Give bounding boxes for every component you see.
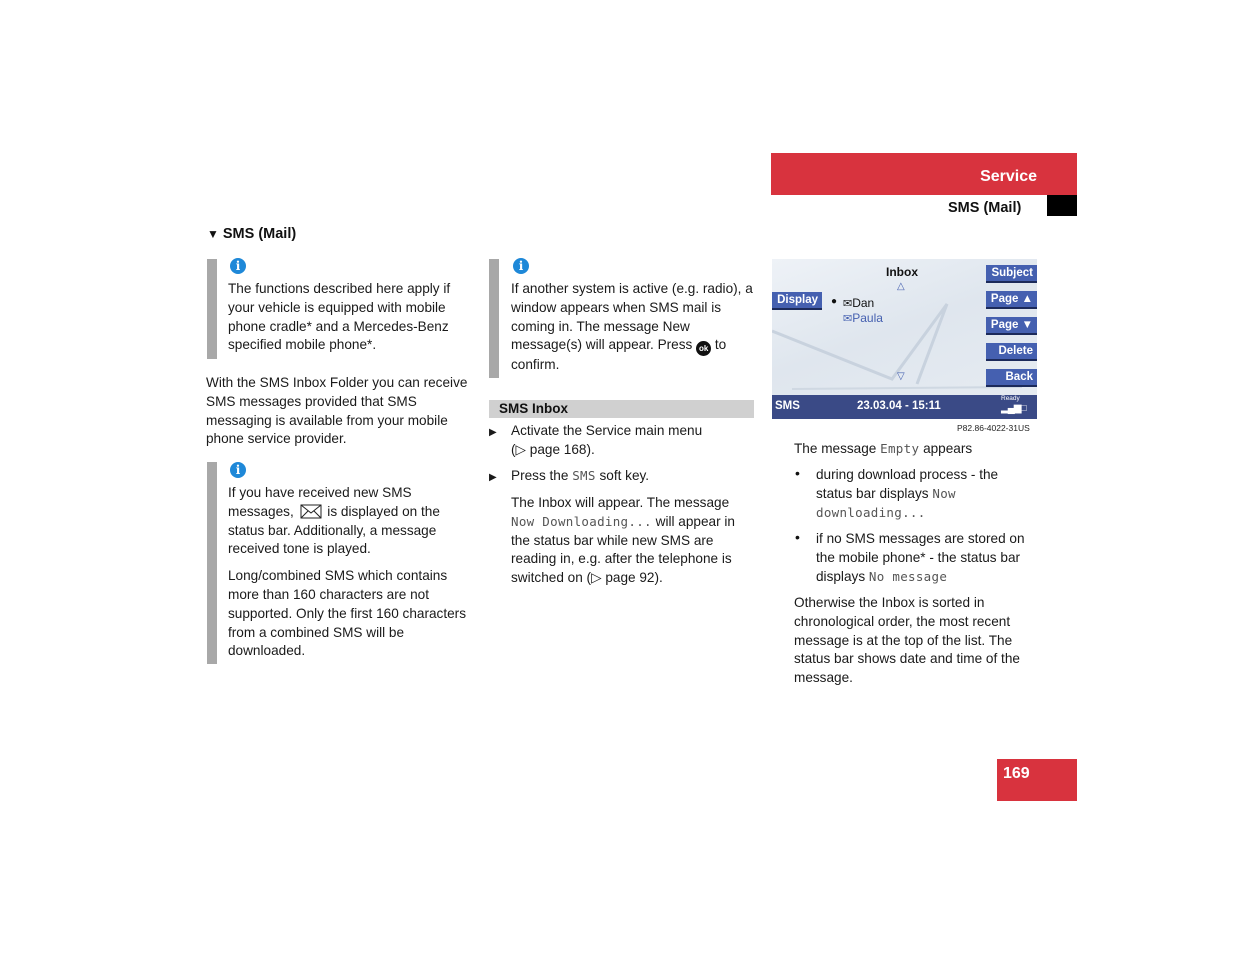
status-message: downloading... — [816, 504, 926, 520]
message-item[interactable] — [843, 296, 874, 310]
figure-code: P82.86-4022-31US — [957, 423, 1030, 433]
back-soft-key[interactable]: Back — [986, 369, 1037, 387]
chapter-header — [771, 153, 1077, 195]
screen-title: Inbox — [886, 265, 918, 279]
section-header: SMS (Mail) — [948, 200, 1022, 216]
subheading: SMS Inbox — [499, 401, 569, 416]
scroll-down-icon: ▽ — [897, 371, 905, 382]
info-text: to confirm. — [511, 337, 727, 373]
bullet-item — [816, 466, 1041, 522]
ok-button-icon: ok — [696, 341, 711, 356]
envelope-icon — [300, 504, 322, 519]
message-sender: Dan — [852, 296, 875, 310]
status-message: Now — [932, 485, 956, 501]
info-note-text: The functions described here apply if your vehicle is equipped with mobile phone cradle* and a Mercedes-Benz specified mobile phone*. — [228, 281, 451, 353]
status-message: No message — [868, 568, 948, 584]
result-text: the status bar while new SMS are reading in, e.g. after the telephone is switched on (▷ page 92). — [511, 532, 732, 586]
body-text: The message — [794, 441, 877, 456]
step-2 — [511, 467, 756, 486]
scroll-up-icon: △ — [897, 281, 905, 292]
status-bar — [772, 395, 1037, 419]
info-text: If another system is active (e.g. radio), a window appears when SMS mail is coming in. The message New message(s) will appear. Press — [511, 281, 753, 353]
bullet-text: during download process - the — [816, 467, 999, 482]
step-text: Activate the Service main menu — [511, 423, 703, 438]
status-message: Empty — [880, 441, 920, 456]
status-datetime: 23.03.04 - 15:11 — [857, 400, 941, 412]
bullet-text: the mobile phone* - the status bar — [816, 549, 1021, 565]
page-down-soft-key[interactable]: Page ▼ — [986, 317, 1037, 335]
status-message: Now Downloading... — [511, 513, 652, 529]
info-text: Long/combined SMS which contains more than 160 characters are not supported. Only the first 160 characters from a combined SMS will be downloaded. — [228, 568, 467, 659]
step-text: Press the — [511, 468, 569, 483]
info-text: If you have received new SMS messages, — [228, 485, 412, 519]
message-empty-line — [794, 440, 1044, 459]
info-icon: i — [513, 258, 529, 274]
chapter-title: Service — [980, 168, 1037, 185]
triangle-down-icon: ▼ — [207, 227, 219, 241]
closing-paragraph: Otherwise the Inbox is sorted in chronological order, the most recent message is at the top of the list. The status bar shows date and time of the message. — [794, 595, 1020, 686]
step-text: (▷ page 168). — [511, 441, 595, 457]
subheading-bar — [489, 400, 754, 418]
intro-paragraph: With the SMS Inbox Folder you can receive SMS messages provided that SMS messaging is available from your mobile phone service provider. — [206, 375, 468, 447]
page-title-text: SMS (Mail) — [222, 226, 297, 242]
subject-soft-key[interactable]: Subject — [986, 265, 1037, 283]
step-text: soft key. — [599, 468, 650, 483]
page-number-box — [997, 759, 1077, 801]
step-result — [511, 494, 756, 588]
bullet-item — [816, 530, 1041, 586]
info-bar — [207, 259, 217, 359]
page-up-soft-key[interactable]: Page ▲ — [986, 291, 1037, 309]
header-marker — [1047, 195, 1077, 216]
status-ready: Ready — [1001, 395, 1020, 402]
bullet-text: if no SMS messages are stored on — [816, 531, 1025, 546]
step-arrow-icon: ▶ — [489, 472, 497, 483]
info-note-text — [511, 280, 756, 375]
bullet-text: displays — [816, 568, 866, 584]
inbox-screen — [772, 259, 1037, 419]
message-item[interactable] — [843, 311, 883, 325]
bullet-icon: • — [795, 465, 800, 481]
status-app-label: SMS — [775, 400, 800, 412]
info-note-text — [228, 484, 470, 661]
result-text: will appear in — [655, 513, 735, 529]
info-bar — [489, 259, 499, 378]
soft-key-name: SMS — [572, 468, 596, 483]
result-text: The Inbox will appear. The message — [511, 495, 730, 510]
bullet-text: status bar displays — [816, 485, 929, 501]
envelope-open-icon: ✉ — [843, 313, 853, 325]
page-title — [207, 226, 296, 242]
display-soft-key[interactable]: Display — [772, 292, 822, 310]
info-icon: i — [230, 258, 246, 274]
step-arrow-icon: ▶ — [489, 427, 497, 438]
envelope-open-icon: ✉ — [843, 298, 853, 310]
message-sender: Paula — [852, 311, 883, 325]
signal-strength-icon: ▂▄▆□ — [1001, 403, 1026, 414]
info-text: is displayed on the status bar. Additionally, a message received tone is played. — [228, 503, 440, 557]
step-1 — [511, 422, 756, 460]
delete-soft-key[interactable]: Delete — [986, 343, 1037, 361]
body-text: appears — [923, 441, 973, 456]
selected-dot-icon: ● — [831, 296, 838, 307]
page-number: 169 — [1003, 765, 1030, 782]
info-icon: i — [230, 462, 246, 478]
info-bar — [207, 462, 217, 664]
bullet-icon: • — [795, 529, 800, 545]
